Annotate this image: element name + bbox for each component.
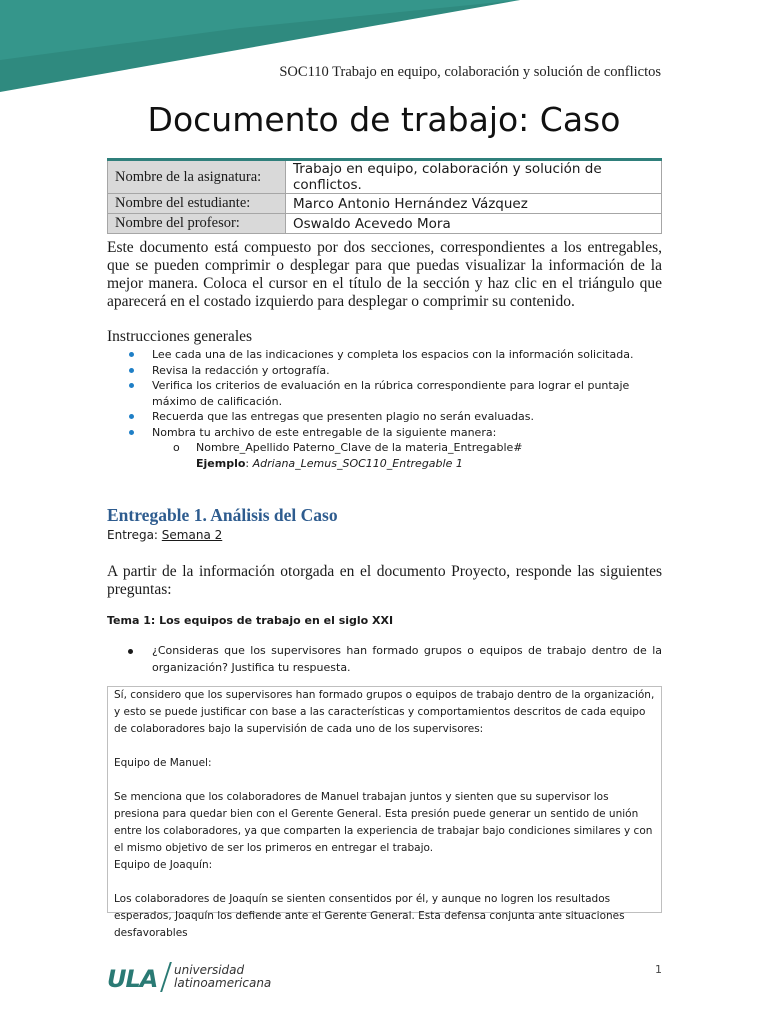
answer-box[interactable]: [107, 686, 662, 939]
example-label: Ejemplo: [196, 456, 246, 470]
document-title: Documento de trabajo: Caso: [147, 100, 621, 139]
answer-paragraph: Se menciona que los colaboradores de Manuel trabajan juntos y sienten que su supervisor los presiona para quedar bien con el Gerente General. Esta presión puede generar un sentido de unión entre los colaboradores, ya que comparten la experiencia de trabajar bajo condiciones similares y con el mismo objetivo de ser los primeros en entregar el trabajo.: [114, 791, 653, 854]
bullet-icon: [128, 649, 133, 654]
list-item: Recuerda que las entregas que presenten plagio no serán evaluadas.: [107, 409, 652, 425]
subject-label: Nombre de la asignatura:: [108, 160, 286, 194]
info-table: [107, 158, 662, 234]
logo-slash-icon: [160, 962, 172, 992]
example-line: Ejemplo: Adriana_Lemus_SOC110_Entregable 1: [196, 456, 463, 470]
list-item: Lee cada una de las indicaciones y completa los espacios con la información solicitada.: [107, 347, 652, 363]
professor-label: Nombre del profesor:: [108, 214, 286, 234]
table-row: [108, 214, 662, 234]
student-value[interactable]: Marco Antonio Hernández Vázquez: [286, 194, 662, 214]
sub-list-item: [107, 440, 652, 456]
table-row: [108, 194, 662, 214]
delivery-line: [107, 528, 222, 542]
topic-heading: Tema 1: Los equipos de trabajo en el siglo XXI: [107, 614, 394, 627]
page-number: 1: [655, 963, 662, 976]
logo-line-2: latinoamericana: [174, 976, 272, 990]
example-value: Adriana_Lemus_SOC110_Entregable 1: [252, 456, 463, 470]
answer-paragraph: Sí, considero que los supervisores han formado grupos o equipos de trabajo dentro de la organización, y esto se puede justificar con base a las características y comportamientos descritos de cada equipo de colaboradores bajo la supervisión de cada uno de los supervisores:: [114, 689, 655, 735]
answer-paragraph: [114, 874, 655, 891]
logo-mark: ULA: [107, 965, 158, 993]
general-instructions-title: Instrucciones generales: [107, 328, 253, 345]
answer-paragraph: [114, 738, 655, 755]
deliverable-title[interactable]: Entregable 1. Análisis del Caso: [107, 505, 338, 525]
answer-paragraph: Los colaboradores de Joaquín se sienten consentidos por él, y aunque no logren los resultados esperados, Joaquín los defiende ante el Gerente General. Esta defensa conjunta ante situaciones desfavorables: [114, 893, 625, 939]
list-item: Verifica los criterios de evaluación en la rúbrica correspondiente para lograr el puntaje máximo de calificación.: [107, 378, 652, 409]
course-header: SOC110 Trabajo en equipo, colaboración y solución de conflictos: [279, 64, 661, 80]
file-name-format: Nombre_Apellido Paterno_Clave de la materia_Entregable#: [196, 441, 523, 454]
logo-line-1: universidad: [174, 963, 245, 977]
answer-paragraph: [114, 772, 655, 789]
sub-bullet-icon: o: [173, 441, 180, 454]
intro-paragraph: Este documento está compuesto por dos secciones, correspondientes a los entregables, que se pueden comprimir o desplegar para que puedas visualizar la información de la mejor manera. Coloca el cursor en el título de la sección y haz clic en el triángulo que aparecerá en el costado izquierdo para desplegar o comprimir su contenido.: [107, 239, 662, 310]
list-item: Revisa la redacción y ortografía.: [107, 363, 652, 379]
logo-text: [174, 964, 271, 990]
answer-paragraph: Equipo de Manuel:: [114, 757, 212, 769]
general-instructions-list: [107, 347, 652, 471]
question-item: [107, 642, 662, 676]
delivery-label: Entrega:: [107, 528, 158, 542]
list-item: Nombra tu archivo de este entregable de la siguiente manera:: [107, 425, 652, 441]
answer-paragraph: Equipo de Joaquín:: [114, 859, 213, 871]
professor-value[interactable]: Oswaldo Acevedo Mora: [286, 214, 662, 234]
question-text: ¿Consideras que los supervisores han formado grupos o equipos de trabajo dentro de la organización? Justifica tu respuesta.: [152, 644, 662, 674]
subject-value[interactable]: Trabajo en equipo, colaboración y solución de conflictos.: [286, 160, 662, 194]
delivery-week: Semana 2: [161, 528, 223, 542]
student-label: Nombre del estudiante:: [108, 194, 286, 214]
table-row: [108, 160, 662, 194]
prompt-paragraph: A partir de la información otorgada en el documento Proyecto, responde las siguientes preguntas:: [107, 563, 662, 598]
